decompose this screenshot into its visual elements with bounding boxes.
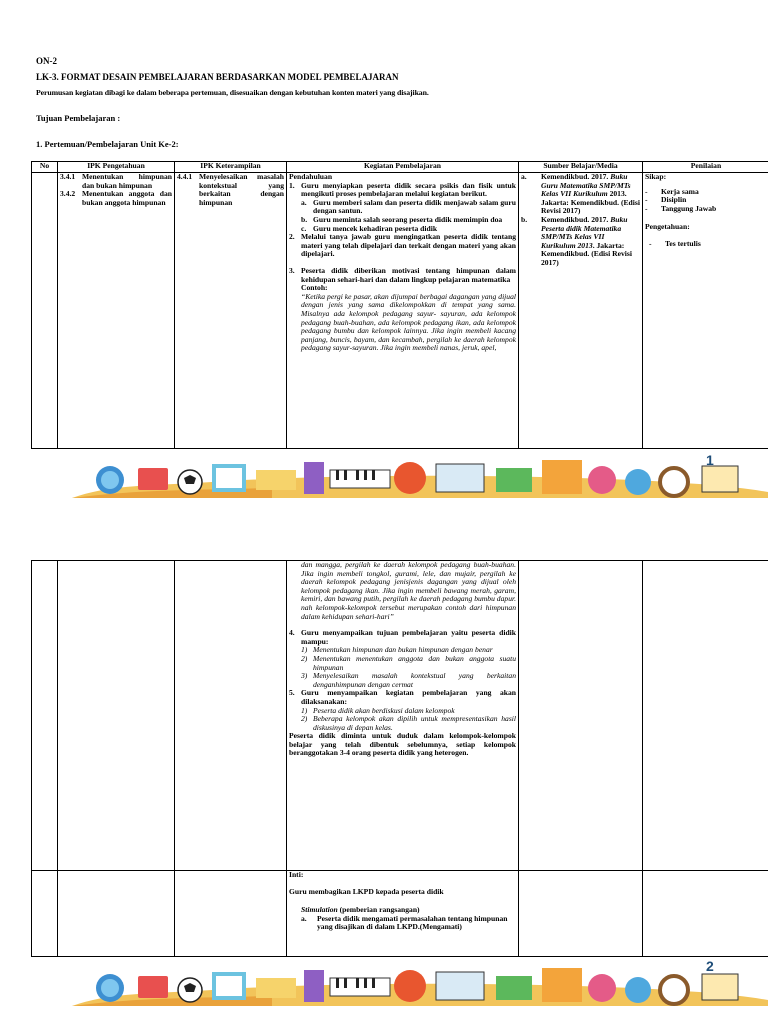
tujuan-item: 2) Menentukan menentukan anggota dan bukan anggota suatu himpunan [301,653,516,672]
ipk-p-item: 3.4.1 Menentukan himpunan dan bukan himpunan [60,172,172,190]
learning-design-table-page1 [31,161,768,449]
cell-penilaian [643,173,768,449]
cell-sumber [519,561,643,871]
header-ipk-pengetahuan: IPK Pengetahuan [58,162,175,173]
sumber-item-a: a. Kemendikbud. 2017. Buku Guru Matematika SMP/MTs Kelas VII Kurikulum 2013. Jakarta: Kemendikbud. (Edisi Revisi 2017) [521,172,640,216]
penilaian-sikap-item: - Tanggung Jawab [645,203,717,213]
cell-sumber [519,173,643,449]
penilaian-sikap-item: - Disiplin [645,195,687,205]
kegiatan-plan-item: 2) Beberapa kelompok akan dipilih untuk mempresentasikan hasil diskusinya di depan kelas. [301,714,516,732]
tujuan-item: 1) Menentukan himpunan dan bukan himpunan dengan benar [301,645,493,655]
kegiatan-step-3: 3. Peserta didik diberikan motivasi tentang himpunan dalam kehidupan sehari-hari dan dalam lingkup pelajaran matematika [289,265,516,284]
cell-penilaian [643,561,768,871]
tujuan-label: Tujuan Pembelajaran : [36,113,121,123]
penilaian-sikap-label: Sikap: [645,172,667,181]
cell-ipk-pengetahuan [58,561,175,871]
kegiatan-sub-c: c. Guru mencek kehadiran peserta didik [301,223,438,233]
cell-ipk-keterampilan [175,173,287,449]
header-sumber: Sumber Belajar/Media [519,162,643,173]
penilaian-sikap-item: - Kerja sama [645,186,699,196]
header-penilaian: Penilaian [643,162,768,173]
cell-no [32,561,58,871]
document-code: ON-2 [36,56,57,66]
header-ipk-keterampilan: IPK Keterampilan [175,162,287,173]
cell-kegiatan-inti [287,871,519,957]
page-number-2: 2 [706,958,714,974]
cell-no [32,173,58,449]
kegiatan-step-5: 5. Guru menyampaikan kegiatan pembelajaran yang akan dilaksanakan: [289,688,516,706]
stimulation-heading: Stimulation (pemberian rangsangan) [301,905,420,915]
ipk-p-item: 3.4.2 Menentukan anggota dan bukan anggota himpunan [60,189,172,207]
inti-title: Inti: [289,870,304,879]
stimulation-item-a: a. Peserta didik mengamati permasalahan tentang himpunan yang disajikan di dalam LKPD.(Mengamati) [301,913,508,932]
document-title: LK-3. FORMAT DESAIN PEMBELAJARAN BERDASARKAN MODEL PEMBELAJARAN [36,72,399,82]
decorative-school-supplies-band [72,964,768,1006]
cell-ipk-pengetahuan [58,871,175,957]
decorative-school-supplies-band [72,456,768,498]
contoh-text: “Ketika pergi ke pasar, akan dijumpai berbagai dagangan yang dijual dengan jenis yang sama dikelompokkan di tempat yang sama. Misalnya ada kelompok pedagang sayur- sayuran, ada kelompok pedagang buah-buahan, ada kelompok pedagang ikan, ada kelompok pedagang bumbu dan kelompok lainnya. Jika ingin membeli kacang panjang, buncis, bayam, dan kecambah, pergilah ke daerah kelompok pedagang sayur-sayuran. Jika ingin membeli nanas, jeruk, apel, [301,291,516,353]
kegiatan-plan-item: 1) Peserta didik akan berdiskusi dalam kelompok [301,705,455,715]
cell-ipk-keterampilan [175,871,287,957]
kegiatan-sub-b: b. Guru meminta salah seorang peserta didik memimpin doa [301,214,503,224]
school-supplies-illustration [72,964,768,1006]
header-kegiatan: Kegiatan Pembelajaran [287,162,519,173]
learning-design-table-page2 [31,560,768,957]
ipk-k-item: 4.4.1 Menyelesaikan masalah kontekstual yang berkaitan dengan himpunan [177,172,284,207]
kegiatan-sub-a: a. Guru memberi salam dan peserta didik menjawab salam guru dengan santun. [301,197,516,216]
cell-ipk-pengetahuan [58,173,175,449]
contoh-text-continued: dan mangga, pergilah ke daerah kelompok pedagang buah-buahan. Jika ingin membeli tongkol, gurami, lele, dan mujair, pergilah ke daerah kelompok pedagang jenisjenis dagangan yang dijual oleh kelompok pedagang ikan. Jika ingin membeli bawang merah, garam, kemiri, dan bawang putih, pergilah ke daerah pedagang bumbu dapur. nah kelompok-kelompok tersebut merupakan contoh dari himpunan dalam kehidupan sehari-hari” [301,560,516,621]
school-supplies-illustration [72,456,768,498]
penilaian-pengetahuan-item: - Tes tertulis [649,238,701,248]
sumber-item-b: b. Kemendikbud. 2017. Buku Peserta didik Matematika SMP/MTs Kelas VII Kurikulum 2013. Jakarta: Kemendikbud. (Edisi Revisi 2017) [521,214,632,267]
inti-step-lkpd: Guru membagikan LKPD kepada peserta didik [289,886,444,896]
contoh-label: Contoh: [301,283,328,293]
kegiatan-step-2: 2. Melalui tanya jawab guru mengingatkan peserta didik tentang materi yang telah dipelajari dan terkait dengan materi yang akan dipelajari. [289,232,516,259]
cell-sumber [519,871,643,957]
cell-penilaian [643,871,768,957]
tujuan-item: 3) Menyelesaikan masalah kontekstual yang berkaitan denganhimpunan dengan cermat [301,671,516,689]
kegiatan-step-4: 4. Guru menyampaikan tujuan pembelajaran yaitu peserta didik mampu: [289,628,516,646]
header-no: No [32,162,58,173]
penilaian-pengetahuan-label: Pengetahuan: [645,222,690,232]
kegiatan-grouping: Peserta didik diminta untuk duduk dalam kelompok-kelompok belajar yang telah dibentuk sebelumnya, setiap kelompok beranggotakan 3-4 orang peserta didik yang heterogen. [289,731,516,758]
pendahuluan-title: Pendahuluan [289,172,333,181]
document-intro: Perumusan kegiatan dibagi ke dalam beberapa pertemuan, disesuaikan dengan kebutuhan konten materi yang disajikan. [36,88,429,97]
cell-kegiatan [287,173,519,449]
page-number-1: 1 [706,452,714,468]
cell-ipk-keterampilan [175,561,287,871]
meeting-heading: 1. Pertemuan/Pembelajaran Unit Ke-2: [36,139,179,149]
cell-no [32,871,58,957]
cell-kegiatan [287,561,519,871]
kegiatan-step-1: 1. Guru menyiapkan peserta didik secara psikis dan fisik untuk mengikuti proses pembelajaran melalui kegiatan berikut. [289,180,516,199]
